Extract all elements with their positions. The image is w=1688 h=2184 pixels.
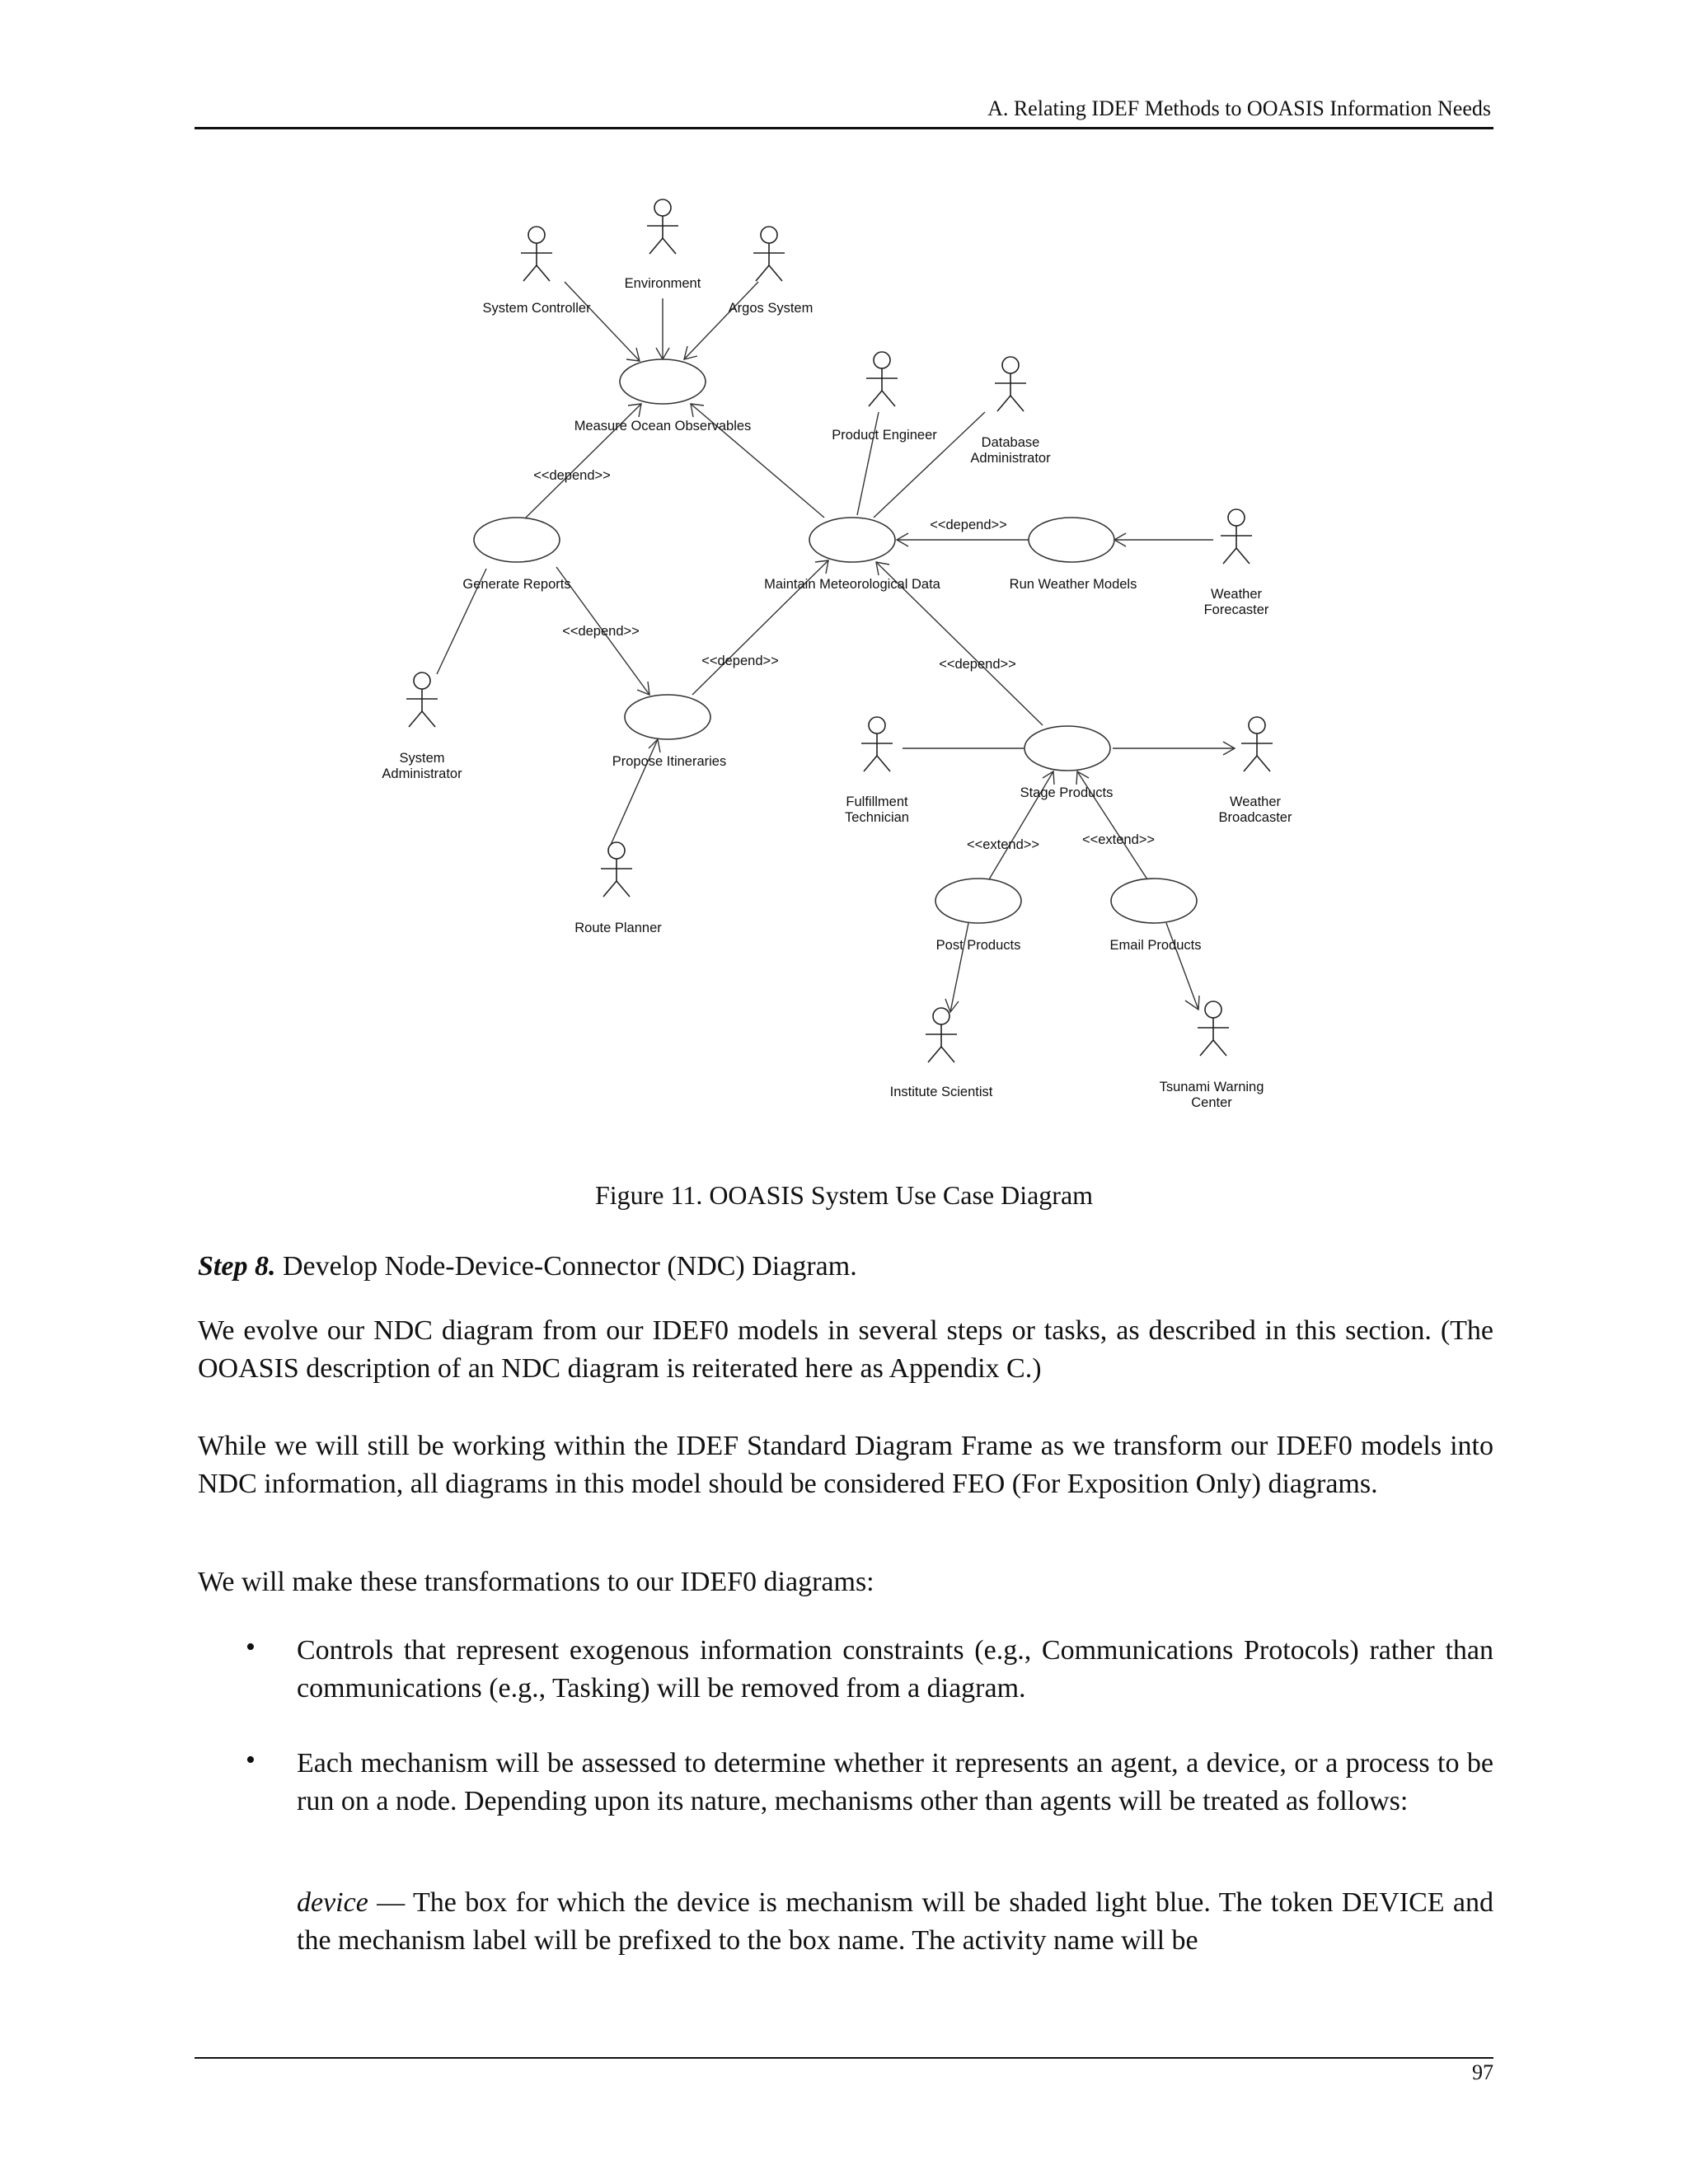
extend-label-post-stage: <<extend>>: [966, 837, 1040, 852]
bullet-symbol-1: •: [246, 1632, 256, 1662]
usecase-maintain-meteorological-data-label: Maintain Meteorological Data: [764, 577, 940, 592]
actor-database-administrator-label-1: Database: [981, 435, 1040, 450]
actor-weather-broadcaster-figure: [1241, 717, 1273, 771]
usecase-measure-ocean-observables-label: Measure Ocean Observables: [574, 419, 752, 434]
actor-tsunami-warning-center-label-2: Center: [1191, 1095, 1232, 1110]
arrow-email-to-tsunami-center: [1166, 923, 1199, 1010]
page-number: 97: [1472, 2060, 1493, 2084]
actor-fulfillment-technician-label-1: Fulfillment: [846, 794, 908, 809]
arrow-argos-to-measure: [684, 282, 758, 359]
actor-weather-forecaster-label-1: Weather: [1210, 587, 1263, 602]
actor-environment-figure: [647, 199, 678, 254]
actor-tsunami-warning-center-label-1: Tsunami Warning: [1159, 1080, 1264, 1094]
usecase-propose-itineraries[interactable]: [625, 695, 710, 739]
paragraph-ndc-evolve: We evolve our NDC diagram from our IDEF0 models in several steps or tasks, as described in this section. (The OOASIS description of an NDC diagram is reiterated here as Appendix C.): [198, 1315, 1493, 1384]
actor-institute-scientist-label: Institute Scientist: [889, 1085, 993, 1099]
actor-database-administrator-label-2: Administrator: [970, 451, 1051, 466]
actor-tsunami-warning-center-figure: [1198, 1001, 1229, 1056]
depend-label-propose-maintain: <<depend>>: [701, 654, 779, 668]
depend-label-run-maintain: <<depend>>: [930, 518, 1007, 532]
paragraph-transformations-intro: We will make these transformations to our IDEF0 diagrams:: [198, 1567, 874, 1597]
actor-system-administrator-label-2: Administrator: [382, 766, 462, 781]
actor-environment-label: Environment: [624, 276, 701, 291]
actor-system-controller-figure: [521, 227, 552, 281]
extend-label-email-stage: <<extend>>: [1081, 832, 1156, 847]
actor-weather-forecaster-label-2: Forecaster: [1203, 602, 1269, 617]
actor-product-engineer-label: Product Engineer: [832, 428, 937, 443]
arrow-environment-to-measure: [656, 298, 669, 359]
actor-weather-broadcaster-label-1: Weather: [1229, 794, 1282, 809]
step-text: Develop Node-Device-Connector (NDC) Diagram.: [275, 1251, 857, 1282]
usecase-stage-products[interactable]: [1025, 726, 1110, 771]
actor-weather-broadcaster-label-2: Broadcaster: [1218, 810, 1292, 825]
actor-argos-system-label: Argos System: [728, 301, 814, 316]
arrow-run-to-maintain-depend: [897, 533, 1030, 546]
depend-label-stage-maintain: <<depend>>: [939, 657, 1016, 672]
arrow-weather-forecaster-to-run: [1114, 533, 1213, 546]
step-heading: [198, 1248, 1493, 1286]
usecase-email-products[interactable]: [1111, 879, 1197, 923]
footer-rule: [195, 2057, 1493, 2059]
actor-system-administrator-figure: [406, 673, 438, 727]
actor-route-planner-label: Route Planner: [574, 921, 662, 935]
actor-system-controller-label: System Controller: [482, 301, 591, 316]
actor-product-engineer-figure: [866, 352, 898, 406]
bullet-symbol-2: •: [246, 1745, 256, 1775]
actor-fulfillment-technician-label-2: Technician: [845, 810, 909, 825]
bullet-controls: Controls that represent exogenous information constraints (e.g., Communications Protocols) rather than communications (e.g., Tasking) will be removed from a diagram.: [297, 1635, 1493, 1704]
step-label: Step 8.: [198, 1251, 276, 1282]
actor-database-administrator-figure: [995, 357, 1026, 411]
usecase-generate-reports[interactable]: [474, 518, 560, 562]
usecase-post-products[interactable]: [935, 879, 1021, 923]
usecase-propose-itineraries-label: Propose Itineraries: [612, 754, 727, 769]
usecase-measure-ocean-observables[interactable]: [620, 359, 706, 404]
figure-caption: Figure 11. OOASIS System Use Case Diagram: [594, 1180, 1094, 1210]
usecase-maintain-meteorological-data[interactable]: [809, 518, 895, 562]
usecase-post-products-label: Post Products: [935, 938, 1021, 953]
actor-weather-forecaster-figure: [1221, 509, 1252, 564]
device-description: — The box for which the device is mechanism will be shaded light blue. The token DEVICE and the mechanism label will be prefixed to the box name. The activity name will be: [297, 1887, 1493, 1956]
depend-label-generate-propose: <<depend>>: [562, 624, 640, 639]
arrow-post-to-institute-scientist: [945, 923, 968, 1012]
running-header: A. Relating IDEF Methods to OOASIS Information Needs: [987, 96, 1491, 120]
usecase-run-weather-models[interactable]: [1029, 518, 1114, 562]
usecase-generate-reports-label: Generate Reports: [462, 577, 571, 592]
actor-institute-scientist-figure: [926, 1008, 957, 1062]
actor-argos-system-figure: [753, 227, 785, 281]
arrow-system-controller-to-measure: [565, 282, 640, 361]
bullet-mechanism: Each mechanism will be assessed to determine whether it represents an agent, a device, or a process to be run on a node. Depending upon its nature, mechanisms other than agents will be treated as follows:: [297, 1748, 1493, 1816]
usecase-run-weather-models-label: Run Weather Models: [1009, 577, 1137, 592]
device-paragraph: [297, 1884, 1493, 1960]
actor-route-planner-figure: [601, 842, 632, 897]
depend-label-generate-measure: <<depend>>: [533, 468, 611, 483]
device-term: device: [297, 1887, 368, 1918]
paragraph-feo-diagrams: While we will still be working within the IDEF Standard Diagram Frame as we transform our IDEF0 models into NDC information, all diagrams in this model should be considered FEO (For Exposition Only) diagrams.: [198, 1431, 1493, 1499]
actor-fulfillment-technician-figure: [861, 717, 893, 771]
usecase-email-products-label: Email Products: [1109, 938, 1202, 953]
arrow-stage-to-weather-broadcaster: [1113, 742, 1235, 755]
actor-system-administrator-label-1: System: [399, 751, 445, 766]
usecase-stage-products-label: Stage Products: [1020, 785, 1114, 800]
